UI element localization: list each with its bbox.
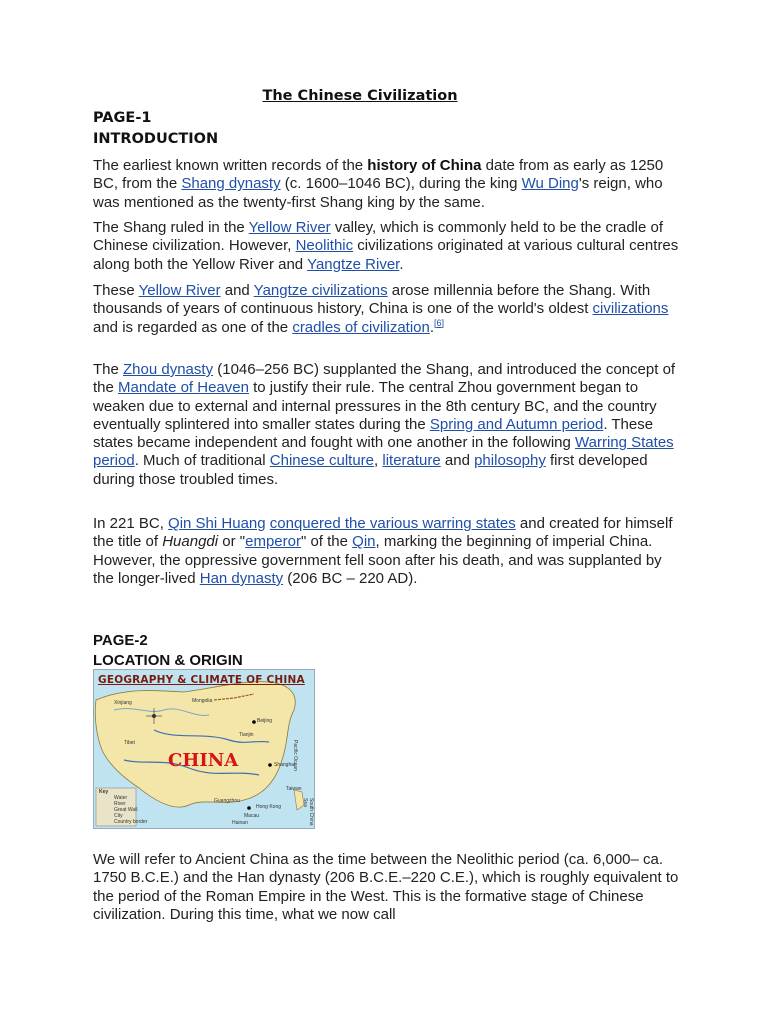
italic-text: Huangdi: [162, 533, 219, 551]
map-place-label: Hainan: [232, 820, 248, 826]
map-place-label: Pacific Ocean: [292, 740, 298, 771]
location-paragraph-1: We will refer to Ancient China as the time between the Neolithic period (ca. 6,000– ca. 1750 B.C.E.) and the Han dynasty (206 B.C.E.–220 C.E.), which is roughly equivalent to the period of the Roman Empire in the West. This is the formative stage of Chinese civilization. During this time, what we now call: [93, 851, 679, 923]
wiki-link[interactable]: Yangtze civilizations: [253, 282, 388, 299]
wiki-link[interactable]: Yangtze River: [307, 255, 400, 273]
intro-paragraph-2: The Shang ruled in the Yellow River valley, which is commonly held to be the cradle of Chinese civilization. However, Neolithic civilizations originated at various cultural centres along both the Yellow River and Yangtze River.: [93, 219, 679, 273]
document-title: The Chinese Civilization: [262, 88, 458, 104]
wiki-link[interactable]: Chinese culture: [269, 452, 375, 470]
intro-paragraph-3: These Yellow River and Yangtze civilizations arose millennia before the Shang. With thousands of years of continuous history, China is one of the world's oldest civilizations and is regarded as one of the cradles of civilization.[6]: [93, 282, 669, 336]
map-place-label: Tibet: [124, 740, 135, 746]
citation-ref-link[interactable]: [6]: [434, 317, 445, 328]
wiki-link[interactable]: Mandate of Heaven: [118, 379, 249, 397]
wiki-link[interactable]: conquered the various warring states: [269, 515, 516, 532]
wiki-link[interactable]: Shang dynasty: [181, 175, 281, 193]
map-place-label: Beijing: [257, 718, 273, 724]
map-legend-item: River: [114, 801, 126, 807]
map-place-label: Mongolia: [192, 698, 213, 704]
map-legend-item: City: [114, 813, 123, 819]
wiki-link[interactable]: Zhou dynasty: [123, 361, 214, 378]
bold-text: history of China: [367, 157, 482, 174]
intro-paragraph-4: The Zhou dynasty (1046–256 BC) supplanted the Shang, and introduced the concept of the Mandate of Heaven to justify their rule. The central Zhou government began to weaken due to external and internal pressures in the 8th century BC, and the country eventually splintered into smaller states during the Spring and Autumn period. These states became independent and fought with one another in the following Warring States period. Much of traditional Chinese culture, literature and philosophy first developed during those troubled times.: [93, 361, 676, 488]
map-place-label: Guangzhou: [214, 798, 240, 804]
page2-heading: PAGE-2: [93, 632, 148, 649]
intro-paragraph-5: In 221 BC, Qin Shi Huang conquered the various warring states and created for himself the title of Huangdi or "emperor" of the Qin, marking the beginning of imperial China. However, the oppressive government fell soon after his death, and was supplanted by the longer-lived Han dynasty (206 BC – 220 AD).: [93, 515, 673, 587]
china-map-image: [93, 669, 315, 829]
wiki-link[interactable]: Wu Ding: [521, 175, 579, 193]
wiki-link[interactable]: philosophy: [474, 452, 546, 470]
map-title: GEOGRAPHY & CLIMATE OF CHINA: [98, 674, 305, 686]
wiki-link[interactable]: emperor: [245, 533, 301, 551]
map-place-label: Taiwan: [286, 786, 302, 792]
wiki-link[interactable]: Warring States period: [93, 434, 674, 470]
map-legend-key: Key: [99, 789, 109, 795]
wiki-link[interactable]: civilizations: [592, 300, 669, 318]
map-place-label: Xinjiang: [114, 700, 132, 706]
map-china-label: CHINA: [168, 750, 239, 771]
location-origin-heading: LOCATION & ORIGIN: [93, 652, 243, 669]
wiki-link[interactable]: Qin Shi Huang: [168, 515, 266, 532]
wiki-link[interactable]: Han dynasty: [199, 569, 284, 587]
map-legend-item: Water: [114, 795, 128, 801]
map-place-label: Shanghai: [274, 762, 296, 768]
map-place-label: Hong Kong: [256, 804, 282, 810]
introduction-heading: INTRODUCTION: [93, 131, 219, 147]
page1-heading: PAGE-1: [93, 110, 152, 126]
wiki-link[interactable]: Yellow River: [138, 282, 221, 299]
wiki-link[interactable]: cradles of civilization: [292, 318, 430, 336]
map-place-label: Macau: [244, 813, 260, 819]
wiki-link[interactable]: Neolithic: [295, 237, 354, 255]
map-place-label: Tianjin: [239, 732, 254, 738]
map-place-label: South China Sea: [302, 798, 314, 826]
wiki-link[interactable]: literature: [382, 452, 441, 470]
wiki-link[interactable]: Qin: [352, 533, 376, 551]
map-legend-item: Great Wall: [114, 807, 138, 813]
intro-paragraph-1: The earliest known written records of the history of China date from as early as 1250 BC, from the Shang dynasty (c. 1600–1046 BC), during the king Wu Ding's reign, who was mentioned as the twenty-first Shang king by the same.: [93, 157, 664, 211]
wiki-link[interactable]: Yellow River: [248, 219, 331, 236]
map-legend-item: Country border: [114, 819, 148, 825]
wiki-link[interactable]: Spring and Autumn period: [429, 415, 604, 433]
